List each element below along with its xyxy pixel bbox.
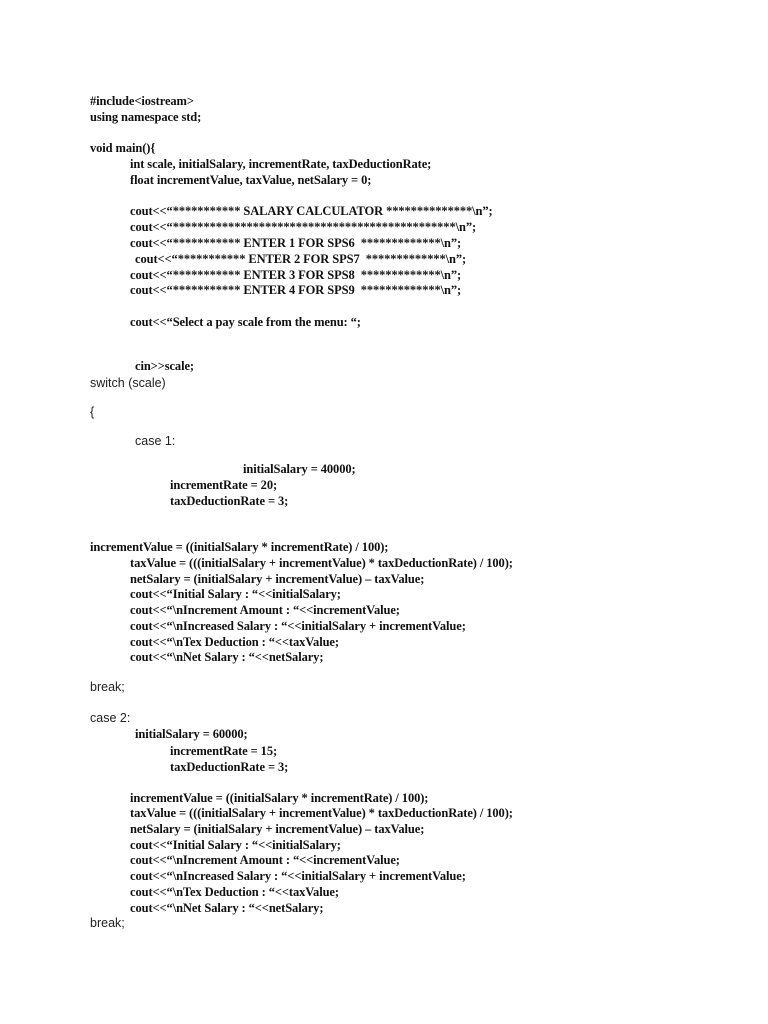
code-line-switch: switch (scale) [90, 376, 166, 390]
code-line-c2-net: netSalary = (initialSalary + incrementValue) – taxValue; [130, 822, 425, 836]
code-line-c2-out4: cout<<“\nTex Deduction : “<<taxValue; [130, 885, 339, 899]
code-line-main: void main(){ [90, 141, 156, 155]
code-line-c1-incvalue: incrementValue = ((initialSalary * incrementRate) / 100); [90, 540, 389, 554]
code-line-c1-out2: cout<<“\nIncrement Amount : “<<incrementValue; [130, 603, 400, 617]
code-line-c1-initial: initialSalary = 40000; [243, 462, 356, 476]
code-line-float-decl: float incrementValue, taxValue, netSalary = 0; [130, 173, 372, 187]
code-line-include: #include<iostream> [90, 94, 194, 108]
code-line-menu-1: cout<<“*********** ENTER 1 FOR SPS6 *************\n”; [130, 236, 462, 250]
code-line-c1-out1: cout<<“Initial Salary : “<<initialSalary; [130, 587, 341, 601]
code-line-c1-out5: cout<<“\nNet Salary : “<<netSalary; [130, 650, 324, 664]
code-line-c1-taxvalue: taxValue = (((initialSalary + incrementValue) * taxDeductionRate) / 100); [130, 556, 513, 570]
code-line-open-brace: { [90, 405, 95, 419]
code-line-menu-4: cout<<“*********** ENTER 4 FOR SPS9 *************\n”; [130, 283, 462, 297]
code-line-c2-out1: cout<<“Initial Salary : “<<initialSalary; [130, 838, 341, 852]
code-line-prompt: cout<<“Select a pay scale from the menu: “; [130, 315, 361, 329]
code-line-menu-title: cout<<“*********** SALARY CALCULATOR **************\n”; [130, 204, 493, 218]
code-line-c2-taxvalue: taxValue = (((initialSalary + incrementValue) * taxDeductionRate) / 100); [130, 806, 513, 820]
code-line-c2-out3: cout<<“\nIncreased Salary : “<<initialSalary + incrementValue; [130, 869, 466, 883]
code-line-c1-rate: incrementRate = 20; [170, 478, 278, 492]
code-line-c1-out3: cout<<“\nIncreased Salary : “<<initialSalary + incrementValue; [130, 619, 466, 633]
code-line-cin: cin>>scale; [135, 359, 194, 373]
code-line-c2-initial: initialSalary = 60000; [135, 727, 248, 741]
code-line-c1-net: netSalary = (initialSalary + incrementValue) – taxValue; [130, 572, 425, 586]
code-line-c2-rate: incrementRate = 15; [170, 744, 278, 758]
code-line-c2-out2: cout<<“\nIncrement Amount : “<<incrementValue; [130, 853, 400, 867]
code-line-c2-out5: cout<<“\nNet Salary : “<<netSalary; [130, 901, 324, 915]
code-line-int-decl: int scale, initialSalary, incrementRate, taxDeductionRate; [130, 157, 432, 171]
code-line-c1-out4: cout<<“\nTex Deduction : “<<taxValue; [130, 635, 339, 649]
code-line-break-1: break; [90, 680, 125, 694]
code-line-case-2: case 2: [90, 711, 131, 725]
code-line-break-2: break; [90, 916, 125, 930]
code-line-c2-incvalue: incrementValue = ((initialSalary * incrementRate) / 100); [130, 791, 429, 805]
code-line-menu-2: cout<<“*********** ENTER 2 FOR SPS7 *************\n”; [135, 252, 467, 266]
code-line-c2-tax: taxDeductionRate = 3; [170, 760, 289, 774]
code-line-menu-3: cout<<“*********** ENTER 3 FOR SPS8 *************\n”; [130, 268, 462, 282]
code-line-case-1: case 1: [135, 434, 176, 448]
code-line-c1-tax: taxDeductionRate = 3; [170, 494, 289, 508]
code-line-menu-stars: cout<<“**********************************************\n”; [130, 220, 477, 234]
code-line-namespace: using namespace std; [90, 110, 202, 124]
